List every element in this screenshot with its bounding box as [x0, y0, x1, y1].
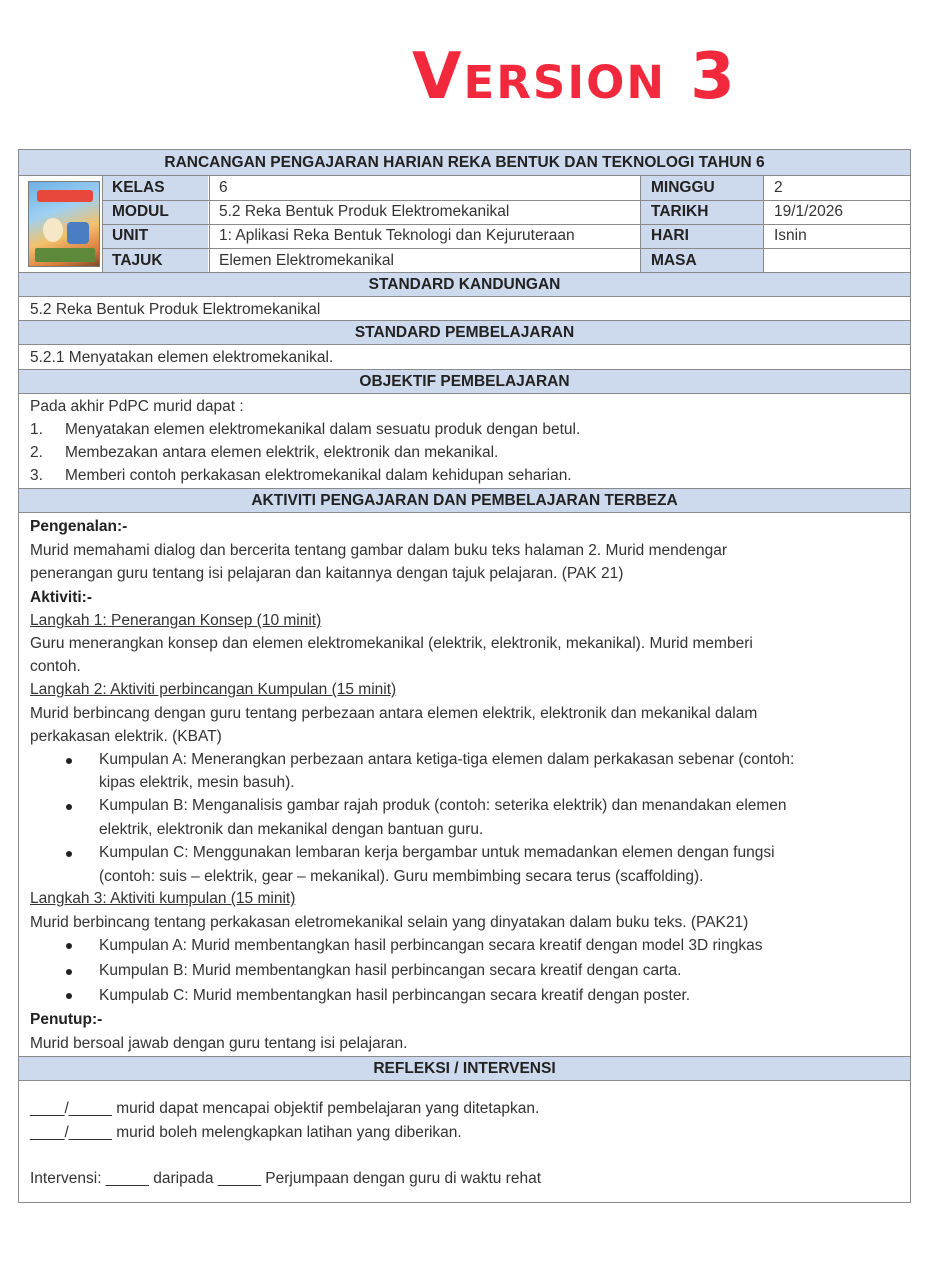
value-tarikh: 19/1/2026	[774, 203, 843, 220]
pengenalan-line-1: Murid memahami dialog dan bercerita tentang gambar dalam buku teks halaman 2. Murid mendengar	[30, 542, 728, 559]
label-minggu: MINGGU	[651, 179, 715, 196]
aktiviti-label: Aktiviti:-	[30, 589, 92, 606]
textbook-cover-image	[28, 181, 100, 267]
langkah-2-bullet-1-line-1: Kumpulan A: Menerangkan perbezaan antara ketiga-tiga elemen dalam perkakasan sebenar (contoh:	[99, 751, 795, 768]
label-modul: MODUL	[112, 203, 169, 220]
label-kelas: KELAS	[112, 179, 165, 196]
value-hari: Isnin	[774, 227, 807, 244]
bullet-icon	[66, 758, 72, 764]
intervensi-line: Intervensi: _____ daripada _____ Perjumpaan dengan guru di waktu rehat	[30, 1170, 542, 1187]
langkah-2-bullet-1-line-2: kipas elektrik, mesin basuh).	[99, 774, 295, 791]
objektif-num-2: 2.	[30, 444, 43, 461]
objektif-num-3: 3.	[30, 467, 43, 484]
label-tarikh: TARIKH	[651, 203, 709, 220]
objektif-item-2: Membezakan antara elemen elektrik, elektronik dan mekanikal.	[65, 444, 499, 461]
standard-pembelajaran-text: 5.2.1 Menyatakan elemen elektromekanikal.	[30, 349, 334, 366]
langkah-2-line-1: Murid berbincang dengan guru tentang perbezaan antara elemen elektrik, elektronik dan mekanikal dalam	[30, 705, 758, 722]
langkah-2-title: Langkah 2: Aktiviti perbincangan Kumpulan (15 minit)	[30, 681, 397, 698]
value-unit: 1: Aplikasi Reka Bentuk Teknologi dan Kejuruteraan	[219, 227, 575, 244]
penutup-line: Murid bersoal jawab dengan guru tentang isi pelajaran.	[30, 1035, 408, 1052]
value-tajuk: Elemen Elektromekanikal	[219, 252, 394, 269]
objektif-item-3: Memberi contoh perkakasan elektromekanikal dalam kehidupan seharian.	[65, 467, 572, 484]
plan-title: RANCANGAN PENGAJARAN HARIAN REKA BENTUK DAN TEKNOLOGI TAHUN 6	[19, 150, 910, 176]
objektif-num-1: 1.	[30, 421, 43, 438]
refleksi-heading: REFLEKSI / INTERVENSI	[19, 1056, 910, 1081]
langkah-1-title: Langkah 1: Penerangan Konsep (10 minit)	[30, 612, 322, 629]
bullet-icon	[66, 993, 72, 999]
langkah-2-line-2: perkakasan elektrik. (KBAT)	[30, 728, 222, 745]
bullet-icon	[66, 969, 72, 975]
langkah-1-line-2: contoh.	[30, 658, 81, 675]
bullet-icon	[66, 851, 72, 857]
langkah-2-bullet-3-line-1: Kumpulan C: Menggunakan lembaran kerja bergambar untuk memadankan elemen dengan fungsi	[99, 844, 775, 861]
bullet-icon	[66, 943, 72, 949]
langkah-2-bullet-2-line-1: Kumpulan B: Menganalisis gambar rajah produk (contoh: seterika elektrik) dan menandakan elemen	[99, 797, 787, 814]
objektif-item-1: Menyatakan elemen elektromekanikal dalam sesuatu produk dengan betul.	[65, 421, 581, 438]
aktiviti-heading: AKTIVITI PENGAJARAN DAN PEMBELAJARAN TERBEZA	[19, 488, 910, 513]
langkah-3-bullet-3: Kumpulab C: Murid membentangkan hasil perbincangan secara kreatif dengan poster.	[99, 987, 691, 1004]
pengenalan-line-2: penerangan guru tentang isi pelajaran dan kaitannya dengan tajuk pelajaran. (PAK 21)	[30, 565, 624, 582]
penutup-label: Penutup:-	[30, 1011, 103, 1028]
pengenalan-label: Pengenalan:-	[30, 518, 128, 535]
standard-kandungan-text: 5.2 Reka Bentuk Produk Elektromekanikal	[30, 301, 321, 318]
langkah-3-line: Murid berbincang tentang perkakasan eletromekanikal selain yang dinyatakan dalam buku teks. (PAK21)	[30, 914, 749, 931]
version-label: Version 3	[412, 40, 737, 114]
langkah-2-bullet-3-line-2: (contoh: suis – elektrik, gear – mekanikal). Guru membimbing secara terus (scaffolding).	[99, 868, 704, 885]
value-kelas: 6	[219, 179, 228, 196]
value-minggu: 2	[774, 179, 783, 196]
label-unit: UNIT	[112, 227, 149, 244]
langkah-3-title: Langkah 3: Aktiviti kumpulan (15 minit)	[30, 890, 296, 907]
objektif-heading: OBJEKTIF PEMBELAJARAN	[19, 369, 910, 394]
standard-kandungan-heading: STANDARD KANDUNGAN	[19, 272, 910, 297]
value-modul: 5.2 Reka Bentuk Produk Elektromekanikal	[219, 203, 510, 220]
label-masa: MASA	[651, 252, 697, 269]
lesson-plan-sheet	[18, 149, 911, 1203]
langkah-1-line-1: Guru menerangkan konsep dan elemen elektromekanikal (elektrik, elektronik, mekanikal). Murid memberi	[30, 635, 753, 652]
langkah-3-bullet-1: Kumpulan A: Murid membentangkan hasil perbincangan secara kreatif dengan model 3D ringkas	[99, 937, 763, 954]
bullet-icon	[66, 804, 72, 810]
refleksi-line-2: ____/_____ murid boleh melengkapkan latihan yang diberikan.	[30, 1124, 462, 1141]
label-tajuk: TAJUK	[112, 252, 163, 269]
langkah-3-bullet-2: Kumpulan B: Murid membentangkan hasil perbincangan secara kreatif dengan carta.	[99, 962, 682, 979]
refleksi-line-1: ____/_____ murid dapat mencapai objektif pembelajaran yang ditetapkan.	[30, 1100, 540, 1117]
objektif-intro: Pada akhir PdPC murid dapat :	[30, 398, 244, 415]
langkah-2-bullet-2-line-2: elektrik, elektronik dan mekanikal dengan bantuan guru.	[99, 821, 484, 838]
standard-pembelajaran-heading: STANDARD PEMBELAJARAN	[19, 320, 910, 345]
label-hari: HARI	[651, 227, 689, 244]
